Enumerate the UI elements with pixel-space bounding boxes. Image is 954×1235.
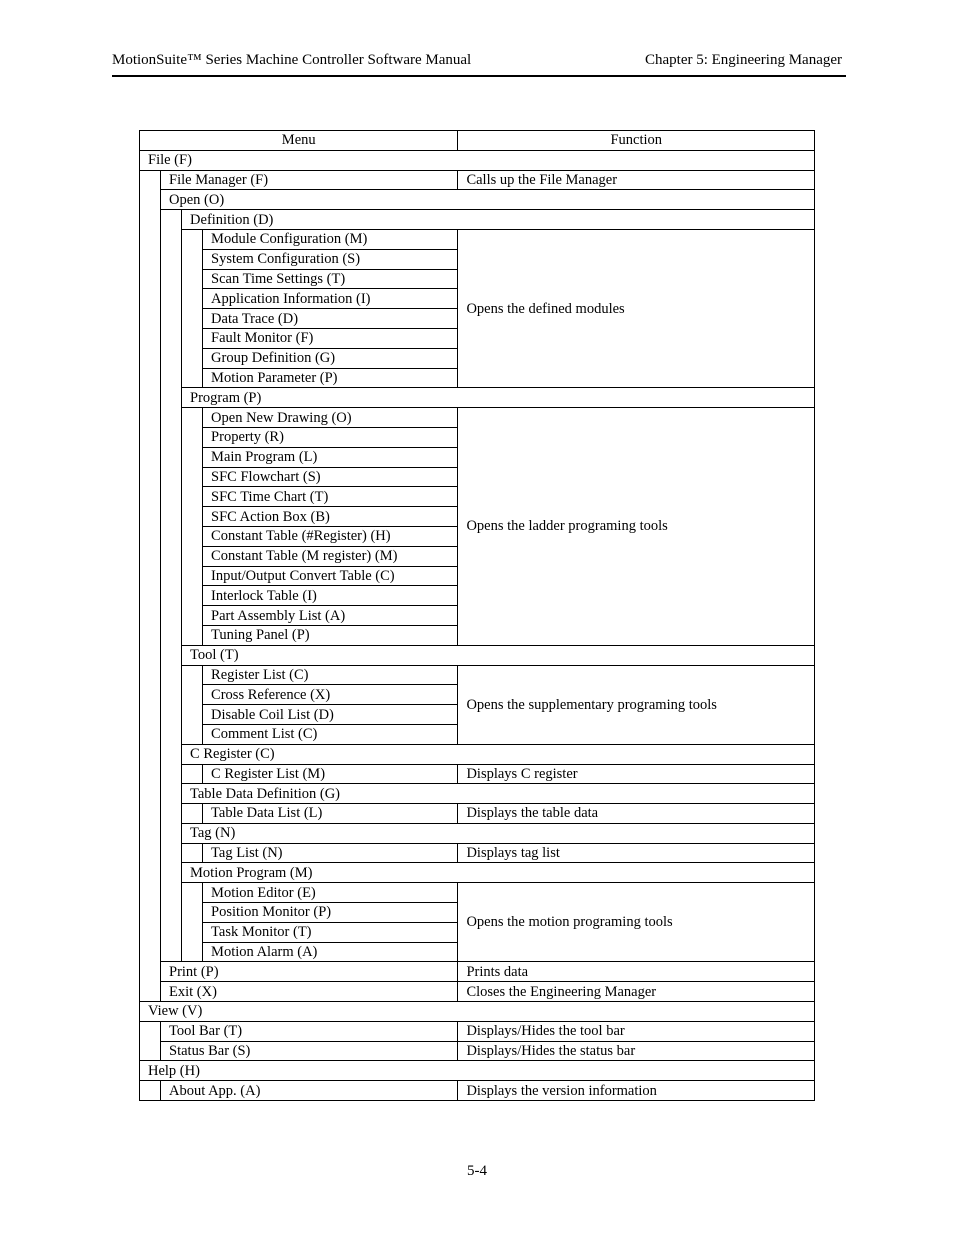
indent-cell [182, 408, 203, 428]
table-row [140, 408, 815, 428]
menu-item-label: About App. (A) [161, 1081, 458, 1101]
indent-cell [182, 249, 203, 269]
menu-item-label: Open (O) [161, 190, 815, 210]
menu-item-label: Tuning Panel (P) [203, 625, 458, 645]
menu-item-label: Application Information (I) [203, 289, 458, 309]
indent-cell [182, 229, 203, 249]
indent-cell [182, 705, 203, 725]
menu-item-label: Program (P) [182, 388, 815, 408]
menu-item-label: Scan Time Settings (T) [203, 269, 458, 289]
indent-cell [182, 368, 203, 388]
indent-cell [161, 368, 182, 388]
indent-cell [140, 962, 161, 982]
indent-cell [161, 922, 182, 942]
indent-cell [140, 229, 161, 249]
indent-cell [161, 586, 182, 606]
menu-item-label: Tool (T) [182, 645, 815, 665]
indent-cell [140, 249, 161, 269]
indent-cell [140, 388, 161, 408]
table-row [140, 823, 815, 843]
indent-cell [161, 467, 182, 487]
indent-cell [161, 724, 182, 744]
indent-cell [161, 665, 182, 685]
table-row [140, 150, 815, 170]
menu-item-label: C Register List (M) [203, 764, 458, 784]
indent-cell [140, 348, 161, 368]
table-row [140, 982, 815, 1002]
indent-cell [140, 408, 161, 428]
indent-cell [140, 586, 161, 606]
indent-cell [182, 467, 203, 487]
indent-cell [140, 507, 161, 527]
menu-item-label: Constant Table (#Register) (H) [203, 526, 458, 546]
menu-item-label: Tag List (N) [203, 843, 458, 863]
table-row [140, 1002, 815, 1022]
menu-item-label: C Register (C) [182, 744, 815, 764]
table-row [140, 863, 815, 883]
menu-item-label: System Configuration (S) [203, 249, 458, 269]
menu-table-body [140, 131, 815, 1101]
indent-cell [182, 269, 203, 289]
table-row [140, 190, 815, 210]
indent-cell [161, 685, 182, 705]
menu-item-label: Open New Drawing (O) [203, 408, 458, 428]
indent-cell [161, 388, 182, 408]
indent-cell [140, 1041, 161, 1061]
indent-cell [161, 526, 182, 546]
function-description: Displays tag list [458, 843, 815, 863]
indent-cell [140, 289, 161, 309]
indent-cell [140, 922, 161, 942]
indent-cell [140, 269, 161, 289]
menu-item-label: Data Trace (D) [203, 309, 458, 329]
indent-cell [140, 190, 161, 210]
table-row [140, 388, 815, 408]
indent-cell [140, 309, 161, 329]
table-row [140, 1061, 815, 1081]
menu-item-label: Input/Output Convert Table (C) [203, 566, 458, 586]
indent-cell [140, 705, 161, 725]
indent-cell [140, 487, 161, 507]
indent-cell [182, 922, 203, 942]
table-row [140, 764, 815, 784]
menu-item-label: Main Program (L) [203, 447, 458, 467]
indent-cell [161, 863, 182, 883]
indent-cell [140, 210, 161, 230]
indent-cell [140, 1021, 161, 1041]
indent-cell [182, 487, 203, 507]
indent-cell [161, 606, 182, 626]
function-description: Displays/Hides the tool bar [458, 1021, 815, 1041]
menu-item-label: Interlock Table (I) [203, 586, 458, 606]
function-description: Opens the supplementary programing tools [458, 665, 815, 744]
table-row [140, 229, 815, 249]
table-row [140, 645, 815, 665]
function-description: Opens the ladder programing tools [458, 408, 815, 646]
indent-cell [161, 487, 182, 507]
table-row [140, 784, 815, 804]
indent-cell [182, 586, 203, 606]
column-header-function: Function [458, 131, 815, 151]
indent-cell [161, 447, 182, 467]
chapter-title: Chapter 5: Engineering Manager [644, 52, 842, 68]
indent-cell [140, 546, 161, 566]
menu-item-label: Part Assembly List (A) [203, 606, 458, 626]
indent-cell [182, 546, 203, 566]
menu-item-label: Constant Table (M register) (M) [203, 546, 458, 566]
menu-item-label: Disable Coil List (D) [203, 705, 458, 725]
indent-cell [161, 408, 182, 428]
table-row [140, 1021, 815, 1041]
menu-item-label: Tag (N) [182, 823, 815, 843]
indent-cell [182, 724, 203, 744]
indent-cell [182, 526, 203, 546]
indent-cell [140, 665, 161, 685]
table-row [140, 1081, 815, 1101]
indent-cell [161, 566, 182, 586]
indent-cell [182, 804, 203, 824]
menu-item-label: Position Monitor (P) [203, 903, 458, 923]
menu-item-label: Motion Alarm (A) [203, 942, 458, 962]
menu-function-table [139, 130, 815, 1101]
indent-cell [140, 685, 161, 705]
indent-cell [140, 863, 161, 883]
indent-cell [161, 903, 182, 923]
indent-cell [140, 942, 161, 962]
function-description: Opens the defined modules [458, 229, 815, 387]
menu-item-label: Task Monitor (T) [203, 922, 458, 942]
indent-cell [140, 328, 161, 348]
menu-item-label: View (V) [140, 1002, 815, 1022]
page-number: 5-4 [467, 1163, 487, 1179]
indent-cell [140, 526, 161, 546]
function-description: Prints data [458, 962, 815, 982]
indent-cell [140, 566, 161, 586]
indent-cell [161, 705, 182, 725]
table-row [140, 210, 815, 230]
indent-cell [182, 427, 203, 447]
menu-item-label: Motion Parameter (P) [203, 368, 458, 388]
indent-cell [161, 328, 182, 348]
function-description: Closes the Engineering Manager [458, 982, 815, 1002]
indent-cell [161, 823, 182, 843]
menu-item-label: Register List (C) [203, 665, 458, 685]
table-row [140, 1041, 815, 1061]
menu-item-label: Comment List (C) [203, 724, 458, 744]
indent-cell [140, 764, 161, 784]
indent-cell [182, 328, 203, 348]
indent-cell [140, 744, 161, 764]
menu-item-label: Print (P) [161, 962, 458, 982]
indent-cell [182, 843, 203, 863]
indent-cell [182, 289, 203, 309]
indent-cell [140, 625, 161, 645]
indent-cell [140, 467, 161, 487]
menu-item-label: Fault Monitor (F) [203, 328, 458, 348]
menu-item-label: Status Bar (S) [161, 1041, 458, 1061]
menu-item-label: Table Data Definition (G) [182, 784, 815, 804]
function-description: Displays the version information [458, 1081, 815, 1101]
indent-cell [161, 249, 182, 269]
indent-cell [140, 645, 161, 665]
indent-cell [161, 942, 182, 962]
menu-item-label: Module Configuration (M) [203, 229, 458, 249]
indent-cell [182, 903, 203, 923]
indent-cell [182, 507, 203, 527]
menu-item-label: Exit (X) [161, 982, 458, 1002]
indent-cell [140, 606, 161, 626]
indent-cell [140, 368, 161, 388]
menu-item-label: SFC Action Box (B) [203, 507, 458, 527]
indent-cell [161, 645, 182, 665]
menu-item-label: Motion Editor (E) [203, 883, 458, 903]
table-row [140, 804, 815, 824]
indent-cell [140, 427, 161, 447]
indent-cell [161, 210, 182, 230]
function-description: Opens the motion programing tools [458, 883, 815, 962]
indent-cell [140, 843, 161, 863]
menu-item-label: Tool Bar (T) [161, 1021, 458, 1041]
menu-item-label: Motion Program (M) [182, 863, 815, 883]
indent-cell [161, 309, 182, 329]
menu-item-label: SFC Flowchart (S) [203, 467, 458, 487]
table-row [140, 665, 815, 685]
indent-cell [182, 883, 203, 903]
menu-item-label: Group Definition (G) [203, 348, 458, 368]
indent-cell [140, 982, 161, 1002]
indent-cell [140, 784, 161, 804]
table-row [140, 744, 815, 764]
indent-cell [140, 903, 161, 923]
indent-cell [182, 625, 203, 645]
indent-cell [182, 685, 203, 705]
table-row [140, 962, 815, 982]
indent-cell [161, 784, 182, 804]
menu-item-label: Help (H) [140, 1061, 815, 1081]
indent-cell [140, 804, 161, 824]
menu-item-label: File (F) [140, 150, 815, 170]
indent-cell [161, 804, 182, 824]
table-row [140, 883, 815, 903]
function-description: Displays/Hides the status bar [458, 1041, 815, 1061]
indent-cell [140, 170, 161, 190]
indent-cell [182, 447, 203, 467]
function-description: Displays the table data [458, 804, 815, 824]
menu-item-label: Definition (D) [182, 210, 815, 230]
function-description: Displays C register [458, 764, 815, 784]
indent-cell [140, 823, 161, 843]
column-header-menu: Menu [140, 131, 458, 151]
table-row [140, 170, 815, 190]
indent-cell [182, 566, 203, 586]
indent-cell [161, 229, 182, 249]
indent-cell [161, 883, 182, 903]
indent-cell [182, 942, 203, 962]
menu-item-label: SFC Time Chart (T) [203, 487, 458, 507]
indent-cell [182, 606, 203, 626]
manual-title: MotionSuite™ Series Machine Controller Software Manual [112, 52, 472, 68]
indent-cell [161, 843, 182, 863]
menu-item-label: Property (R) [203, 427, 458, 447]
indent-cell [182, 764, 203, 784]
indent-cell [140, 1081, 161, 1101]
table-row [140, 843, 815, 863]
indent-cell [140, 883, 161, 903]
indent-cell [140, 447, 161, 467]
indent-cell [161, 427, 182, 447]
indent-cell [182, 309, 203, 329]
table-header-row [140, 131, 815, 151]
indent-cell [140, 724, 161, 744]
indent-cell [161, 507, 182, 527]
indent-cell [161, 764, 182, 784]
indent-cell [161, 744, 182, 764]
indent-cell [161, 546, 182, 566]
indent-cell [161, 269, 182, 289]
function-description: Calls up the File Manager [458, 170, 815, 190]
menu-item-label: Cross Reference (X) [203, 685, 458, 705]
indent-cell [161, 348, 182, 368]
indent-cell [182, 348, 203, 368]
indent-cell [161, 289, 182, 309]
indent-cell [161, 625, 182, 645]
menu-item-label: File Manager (F) [161, 170, 458, 190]
page-header [112, 51, 846, 77]
indent-cell [182, 665, 203, 685]
menu-item-label: Table Data List (L) [203, 804, 458, 824]
